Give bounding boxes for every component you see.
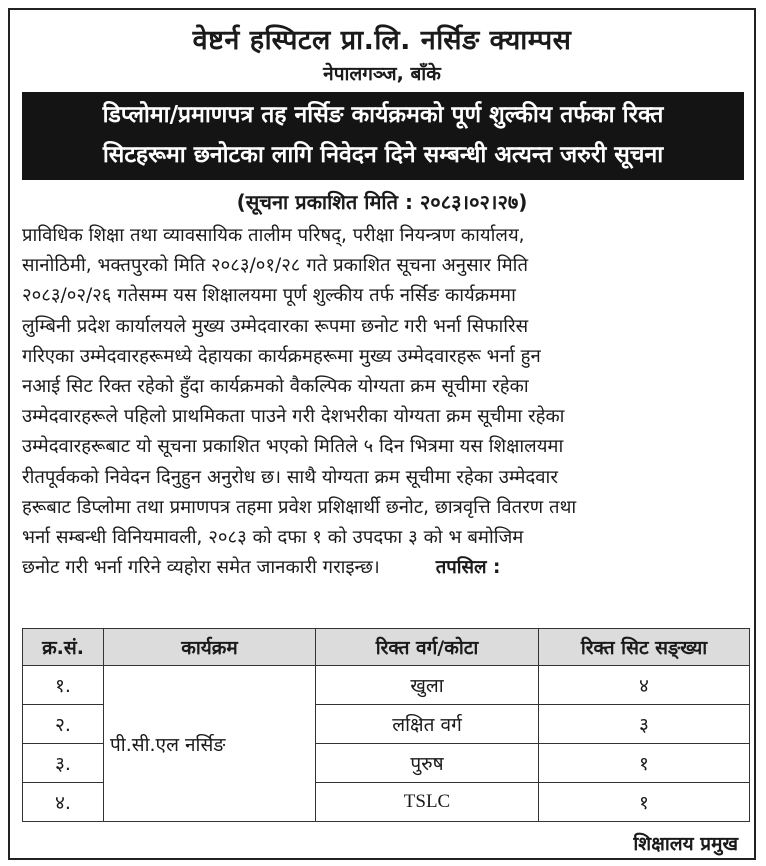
body-line: २०८३/०२/२६ गतेसम्म यस शिक्षालयमा पूर्ण शुल्कीय तर्फ नर्सिङ कार्यक्रममा bbox=[22, 285, 516, 307]
program-name: पी.सी.एल नर्सिङ bbox=[104, 666, 316, 822]
body-line: उम्मेदवारहरूले पहिलो प्राथमिकता पाउने गरी देशभरीका योग्यता क्रम सूचीमा रहेका bbox=[22, 406, 565, 428]
details-label: तपसिल : bbox=[435, 557, 501, 579]
publication-date: (सूचना प्रकाशित मिति : २०८३।०२।२७) bbox=[236, 190, 528, 214]
row-serial: १. bbox=[23, 666, 104, 705]
row-quota: TSLC bbox=[316, 783, 539, 822]
row-seats: १ bbox=[539, 744, 750, 783]
row-quota: खुला bbox=[316, 666, 539, 705]
body-line: लुम्बिनी प्रदेश कार्यालयले मुख्य उम्मेदवारका रूपमा छनोट गरी भर्ना सिफारिस bbox=[22, 315, 529, 337]
signature-campus-chief: शिक्षालय प्रमुख bbox=[633, 833, 738, 855]
row-seats: १ bbox=[539, 783, 750, 822]
table-row bbox=[23, 666, 750, 705]
notice-document bbox=[8, 8, 756, 860]
vacancy-table bbox=[22, 628, 750, 822]
banner-line-2: सिटहरूमा छनोटका लागि निवेदन दिने सम्बन्धी अत्यन्त जरुरी सूचना bbox=[102, 142, 664, 168]
body-last-line bbox=[22, 553, 742, 583]
notice-body bbox=[22, 221, 742, 583]
campus-location: नेपालगञ्ज, बाँके bbox=[323, 63, 441, 85]
body-line: रीतपूर्वकको निवेदन दिनुहुन अनुरोध छ। साथै योग्यता क्रम सूचीमा रहेका उम्मेदवार bbox=[22, 466, 558, 488]
header-program: कार्यक्रम bbox=[104, 629, 316, 666]
header-seats: रिक्त सिट सङ्ख्या bbox=[539, 629, 750, 666]
row-seats: ३ bbox=[539, 705, 750, 744]
row-quota: पुरुष bbox=[316, 744, 539, 783]
body-line: भर्ना सम्बन्धी विनियमावली, २०८३ को दफा १ को उपदफा ३ को भ बमोजिम bbox=[22, 527, 524, 549]
campus-title: वेष्टर्न हस्पिटल प्रा.लि. नर्सिङ क्याम्पस bbox=[192, 25, 572, 56]
body-line: नआई सिट रिक्त रहेको हुँदा कार्यक्रमको वैकल्पिक योग्यता क्रम सूचीमा रहेका bbox=[22, 376, 529, 398]
body-line: हरूबाट डिप्लोमा तथा प्रमाणपत्र तहमा प्रवेश प्रशिक्षार्थी छनोट, छात्रवृत्ति वितरण तथा bbox=[22, 496, 577, 518]
body-line: उम्मेदवारहरूबाट यो सूचना प्रकाशित भएको मितिले ५ दिन भित्रमा यस शिक्षालयमा bbox=[22, 436, 564, 458]
banner-line-1: डिप्लोमा/प्रमाणपत्र तह नर्सिङ कार्यक्रमको पूर्ण शुल्कीय तर्फका रिक्त bbox=[102, 102, 664, 128]
row-quota: लक्षित वर्ग bbox=[316, 705, 539, 744]
notice-banner bbox=[22, 92, 744, 180]
body-line: गरिएका उम्मेदवारहरूमध्ये देहायका कार्यक्रमहरूमा मुख्य उम्मेदवारहरू भर्ना हुन bbox=[22, 345, 541, 367]
body-line: प्राविधिक शिक्षा तथा व्यावसायिक तालीम परिषद्, परीक्षा नियन्त्रण कार्यालय, bbox=[22, 225, 525, 246]
table-header-row bbox=[23, 629, 750, 666]
header-serial: क्र.सं. bbox=[23, 629, 104, 666]
header-quota: रिक्त वर्ग/कोटा bbox=[316, 629, 539, 666]
row-serial: ४. bbox=[23, 783, 104, 822]
row-seats: ४ bbox=[539, 666, 750, 705]
row-serial: ३. bbox=[23, 744, 104, 783]
body-line: सानोठिमी, भक्तपुरको मिति २०८३/०१/२८ गते प्रकाशित सूचना अनुसार मिति bbox=[22, 255, 529, 277]
row-serial: २. bbox=[23, 705, 104, 744]
body-last-text: छनोट गरी भर्ना गरिने व्यहोरा समेत जानकारी गराइन्छ। bbox=[22, 557, 380, 579]
